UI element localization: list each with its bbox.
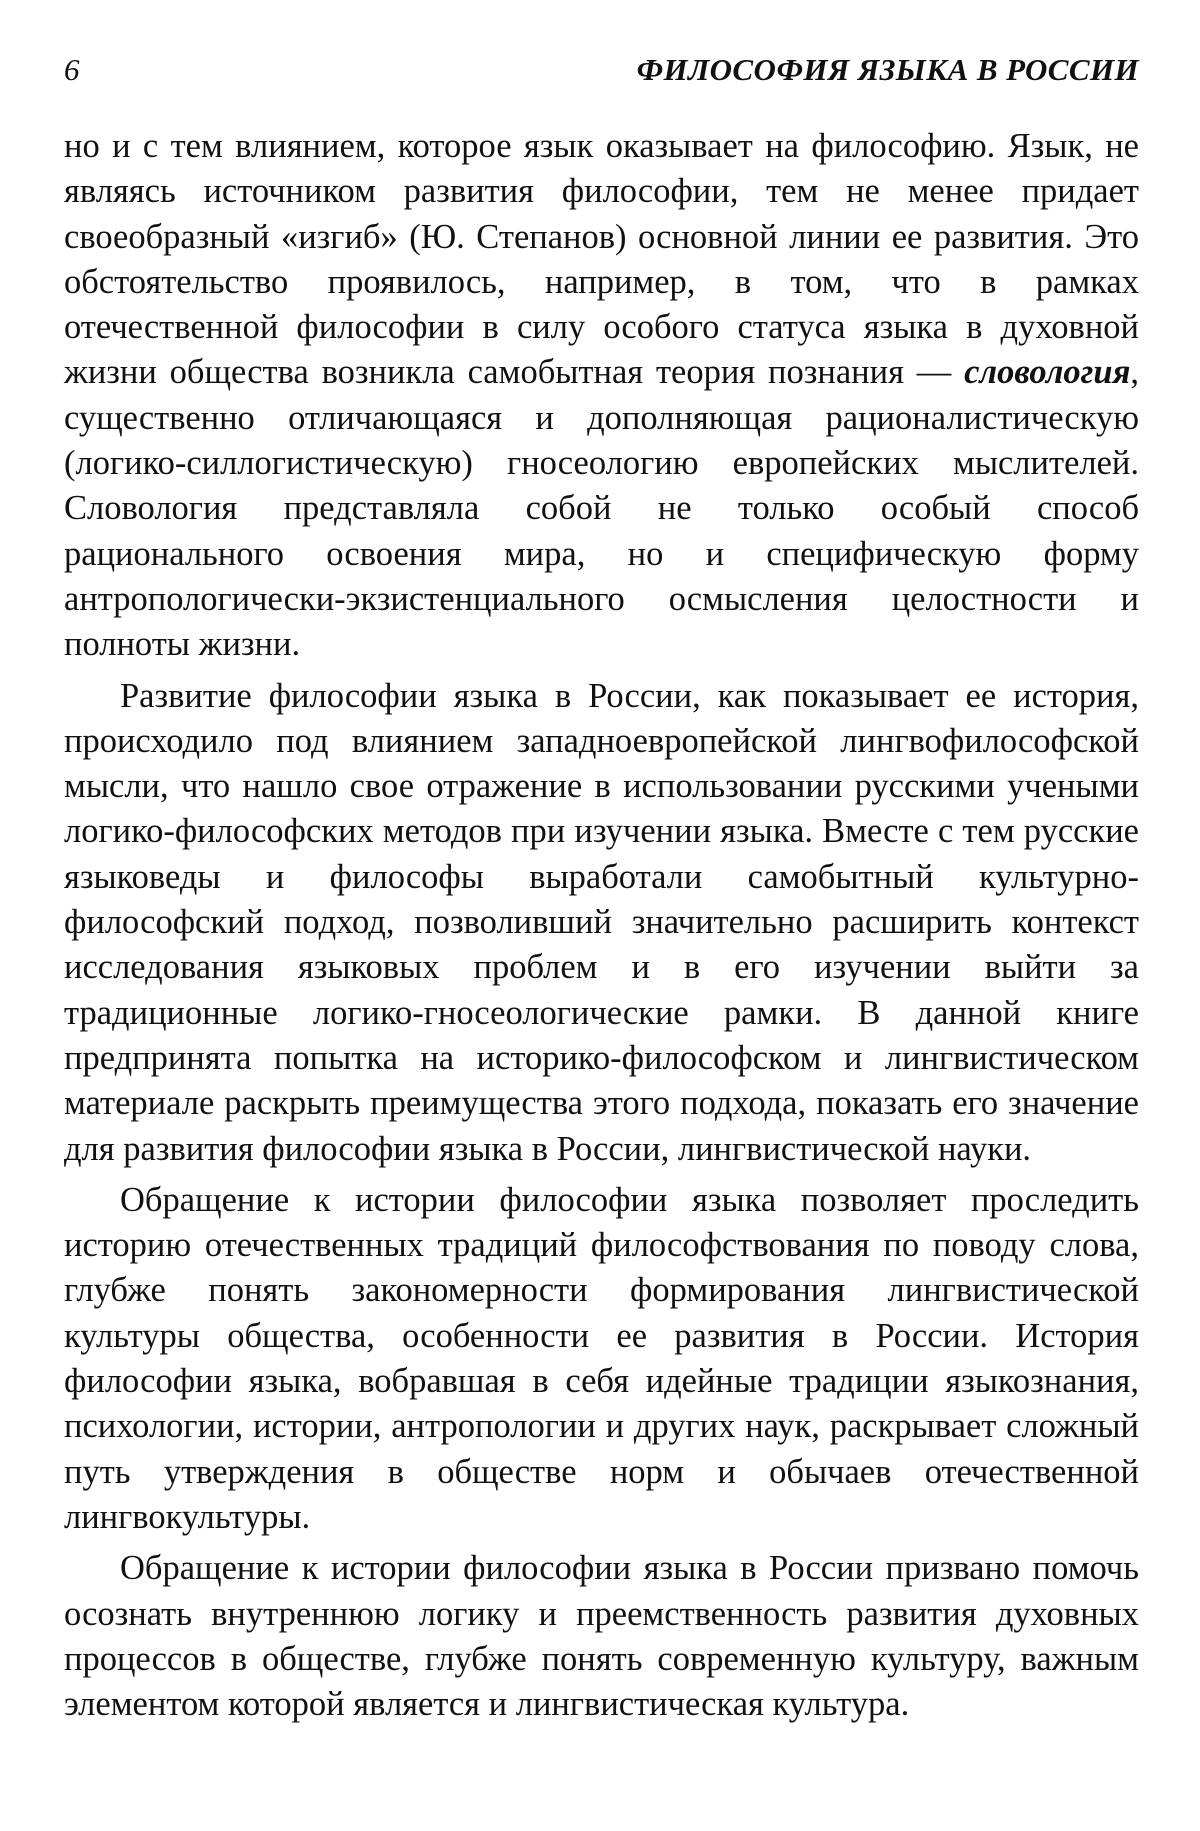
running-title: ФИЛОСОФИЯ ЯЗЫКА В РОССИИ: [636, 52, 1139, 87]
paragraph-2: Развитие философии языка в России, как показывает ее история, происходило под влиянием западноевропейской лингвофилософской мысли, что нашло свое отражение в использовании русскими учеными логико-философских методов при изучении языка. Вместе с тем русские языковеды и философы выработали самобытный культурно-философский подход, позволивший значительно расширить контекст исследования языковых проблем и в его изучении выйти за традиционные логико-гносеологические рамки. В данной книге предпринята попытка на историко-философском и лингвистическом материале раскрыть преимущества этого подхода, показать его значение для развития философии языка в России, лингвистической науки.: [64, 676, 1139, 1168]
page-number: 6: [64, 52, 80, 87]
paragraph-1: [64, 124, 1139, 668]
paragraph-3: Обращение к истории философии языка позволяет проследить историю отечественных традиций философствования по поводу слова, глубже понять закономерности формирования лингвистической культуры общества, особенности ее развития в России. История философии языка, вобравшая в себя идейные традиции языкознания, психологии, истории, антропологии и других наук, раскрывает сложный путь утверждения в обществе норм и обычаев отечественной лингвокультуры.: [64, 1180, 1139, 1536]
running-head: [64, 52, 1139, 96]
paragraph-1-text-end: , существенно отличающаяся и дополняющая рационалистическую (логико-силлогистическую) гносеологию европейских мыслителей. Словология представляла собой не только особый способ рационального освоения мира, но и специфическую форму антропологически-экзистенциального осмысления целостности и полноты жизни.: [64, 353, 1139, 664]
paragraph-1-text-start: но и с тем влиянием, которое язык оказывает на философию. Язык, не являясь источником развития философии, тем не менее придает своеобразный «изгиб» (Ю. Степанов) основной линии ее развития. Это обстоятельство проявилось, например, в том, что в рамках отечественной философии в силу особого статуса языка в духовной жизни общества возникла самобытная теория познания —: [64, 127, 1139, 392]
book-page: [64, 52, 1139, 1727]
body-text: [64, 124, 1139, 1727]
paragraph-4: Обращение к истории философии языка в России призвано помочь осознать внутреннюю логику и преемственность развития духовных процессов в обществе, глубже понять современную культуру, важным элементом которой является и лингвистическая культура.: [64, 1549, 1139, 1724]
emphasized-term: словология: [964, 353, 1131, 392]
